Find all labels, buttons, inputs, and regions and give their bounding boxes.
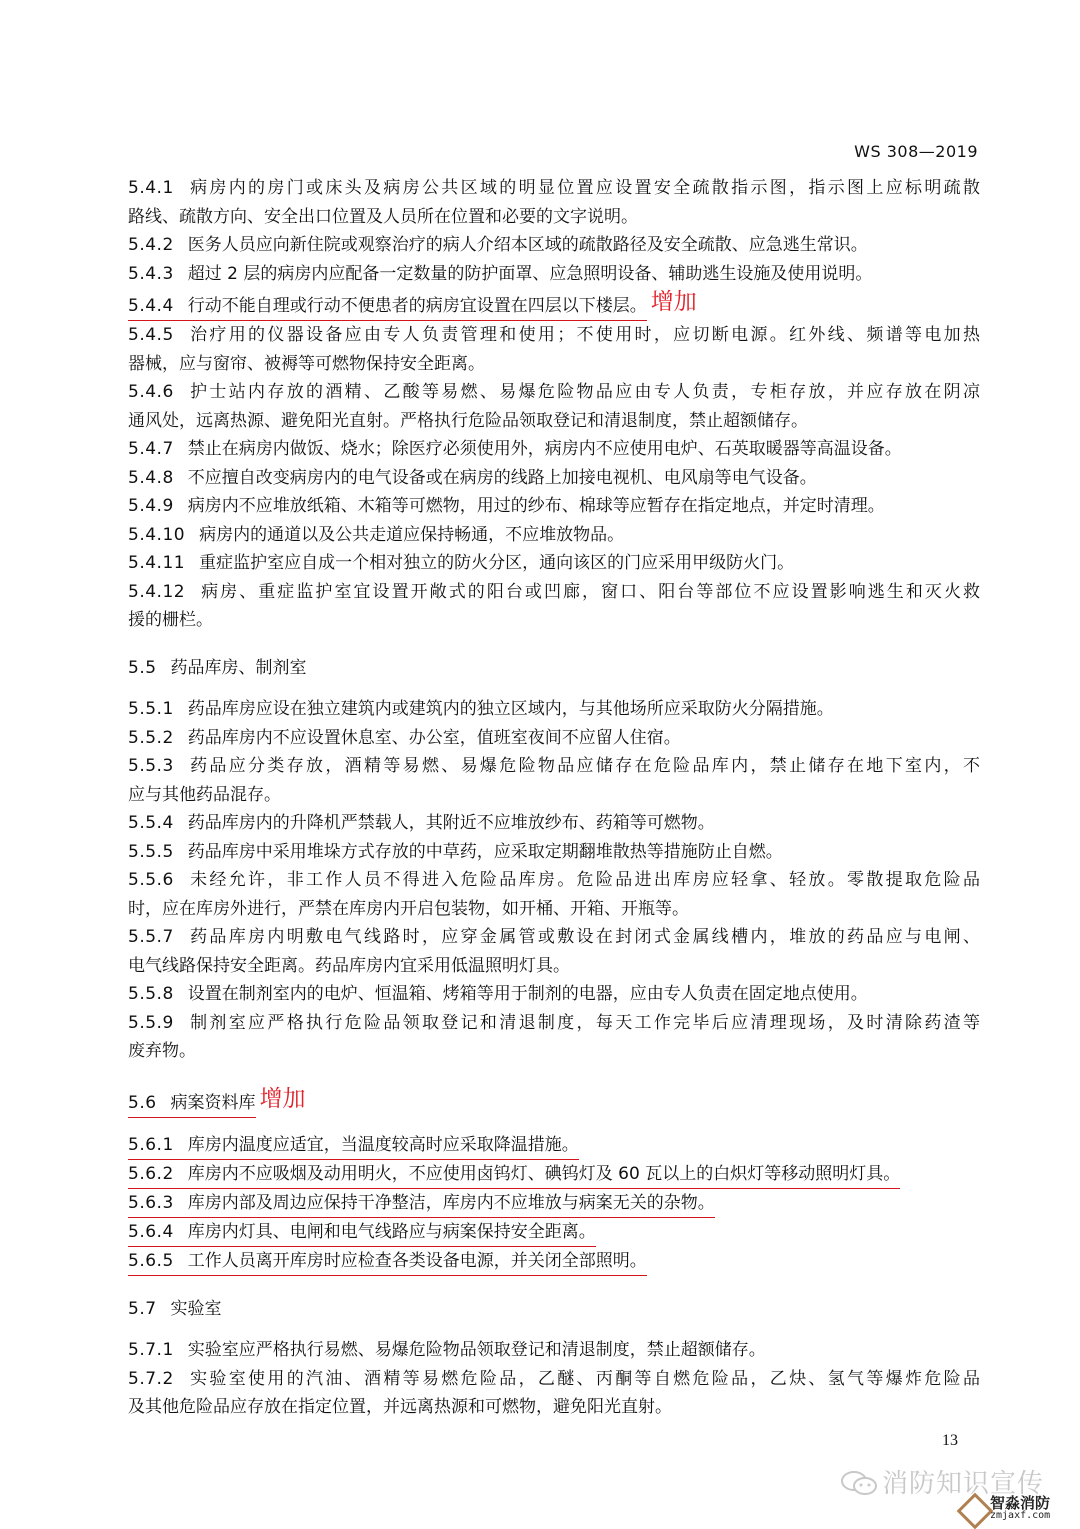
- clause: [128, 578, 980, 635]
- clause-line: [128, 1090, 256, 1118]
- clause-number: 5.5.8: [128, 984, 174, 1004]
- clause: [128, 695, 980, 724]
- clause-line: [128, 578, 980, 607]
- clause-line: [128, 1248, 647, 1276]
- section-heading: [128, 1295, 980, 1324]
- clause-number: 5.5.7: [128, 927, 174, 947]
- clause-text: 通风处，远离热源、避免阳光直射。严格执行危险品领取登记和清退制度，禁止超额储存。: [128, 410, 808, 431]
- clause-text: 病案资料库: [170, 1092, 256, 1113]
- clause-line: [128, 654, 980, 683]
- clause-line: [128, 321, 980, 350]
- clause-line: [128, 606, 980, 635]
- clause-number: 5.5.6: [128, 870, 174, 890]
- clause: [128, 521, 980, 550]
- clause-text: 病房、重症监护室宜设置开敞式的阳台或凹廊，窗口、阳台等部位不应设置影响逃生和灭火救: [199, 581, 980, 602]
- clause-number: 5.4.7: [128, 439, 174, 459]
- clause: [128, 866, 980, 923]
- clause-line: [128, 1365, 980, 1394]
- clause: [128, 809, 980, 838]
- clause-number: 5.4.11: [128, 553, 186, 573]
- clause-number: 5.4.9: [128, 496, 174, 516]
- clause-text: 药品库房、制剂室: [170, 657, 307, 678]
- clause-text: 路线、疏散方向、安全出口位置及人员所在位置和必要的文字说明。: [128, 206, 638, 227]
- clause-line: [128, 724, 980, 753]
- clause-text: 药品库房中采用堆垛方式存放的中草药，应采取定期翻堆散热等措施防止自燃。: [187, 841, 783, 862]
- clause-line: [128, 866, 980, 895]
- clause: [128, 549, 980, 578]
- clause-text: 医务人员应向新住院或观察治疗的病人介绍本区域的疏散路径及安全疏散、应急逃生常识。: [187, 235, 868, 255]
- page-number: 13: [942, 1432, 958, 1449]
- clause-line: [128, 980, 980, 1009]
- clause-line: [128, 174, 980, 203]
- watermark-text: 消防知识宣传: [882, 1469, 1045, 1499]
- clause-text: 治疗用的仪器设备应由专人负责管理和使用；不使用时，应切断电源。红外线、频谱等电加热: [187, 325, 980, 345]
- clause-text: 制剂室应严格执行危险品领取登记和清退制度，每天工作完毕后应清理现场，及时清除药渣等: [187, 1012, 980, 1033]
- standard-number: WS 308—2019: [854, 142, 978, 161]
- clause-line: [128, 1393, 980, 1422]
- clause-text: 及其他危险品应存放在指定位置，并远离热源和可燃物，避免阳光直射。: [128, 1397, 672, 1417]
- clause-number: 5.4.5: [128, 325, 174, 345]
- clause-number: 5.4.4: [128, 296, 174, 316]
- clause: [128, 752, 980, 809]
- clause-line: [128, 1161, 900, 1189]
- clause-number: 5.7: [128, 1298, 157, 1319]
- clause: [128, 231, 980, 260]
- clause-number: 5.4.3: [128, 263, 174, 284]
- clause-number: 5.6: [128, 1092, 157, 1113]
- clause-number: 5.5.9: [128, 1012, 174, 1033]
- clause-text: 库房内部及周边应保持干净整洁，库房内不应堆放与病案无关的杂物。: [187, 1192, 715, 1213]
- clause-text: 重症监护室应自成一个相对独立的防火分区，通向该区的门应采用甲级防火门。: [199, 553, 795, 573]
- clause-text: 护士站内存放的酒精、乙酸等易燃、易爆危险物品应由专人负责，专柜存放，并应存放在阴凉: [187, 382, 980, 402]
- clause-line: [128, 1295, 980, 1324]
- clause-text: 病房内的通道以及公共走道应保持畅通，不应堆放物品。: [199, 524, 625, 545]
- clause-line: [128, 378, 980, 407]
- clause-text: 实验室使用的汽油、酒精等易燃危险品，乙醚、丙酮等自燃危险品，乙炔、氢气等爆炸危险品: [187, 1368, 980, 1389]
- clause-number: 5.4.6: [128, 382, 174, 402]
- clause-line: [128, 809, 980, 838]
- clause-number: 5.6.5: [128, 1250, 174, 1271]
- clause: [128, 464, 980, 493]
- clause-text: 实验室: [170, 1298, 222, 1319]
- clause: [128, 288, 980, 321]
- clause: [128, 1247, 980, 1276]
- clause-line: [128, 923, 980, 952]
- clause-number: 5.5.3: [128, 756, 174, 776]
- clause-text: 实验室应严格执行易燃、易爆危险物品领取登记和清退制度，禁止超额储存。: [187, 1340, 766, 1360]
- clause-number: 5.5.1: [128, 699, 174, 719]
- clause-number: 5.6.2: [128, 1163, 174, 1184]
- clause-line: [128, 1009, 980, 1038]
- clause-text: 病房内的房门或床头及病房公共区域的明显位置应设置安全疏散指示图，指示图上应标明疏散: [187, 178, 980, 198]
- clause-line: [128, 1219, 596, 1247]
- clause-text: 器械，应与窗帘、被褥等可燃物保持安全距离。: [128, 353, 485, 374]
- clause-line: [128, 838, 980, 867]
- clause-text: 超过 2 层的病房内应配备一定数量的防护面罩、应急照明设备、辅助逃生设施及使用说明。: [187, 263, 873, 284]
- clause-number: 5.5.4: [128, 813, 174, 833]
- clause-text: 病房内不应堆放纸箱、木箱等可燃物，用过的纱布、棉球等应暂存在指定地点，并定时清理。: [187, 496, 885, 516]
- clause-line: [128, 260, 980, 289]
- clause-line: [128, 231, 980, 260]
- clause: [128, 1160, 980, 1189]
- clause-line: [128, 350, 980, 379]
- clause-number: 5.4.10: [128, 524, 186, 545]
- clause-text: 药品库房内明敷电气线路时，应穿金属管或敷设在封闭式金属线槽内，堆放的药品应与电闸、: [187, 927, 980, 947]
- clause: [128, 724, 980, 753]
- clause-text: 药品库房应设在独立建筑内或建筑内的独立区域内，与其他场所应采取防火分隔措施。: [187, 699, 834, 719]
- clause-line: [128, 1132, 579, 1160]
- added-annotation: 增加: [259, 1085, 306, 1112]
- clause-number: 5.7.2: [128, 1368, 174, 1389]
- clause-text: 时，应在库房外进行，严禁在库房内开启包装物，如开桶、开箱、开瓶等。: [128, 898, 689, 919]
- clause-line: [128, 492, 980, 521]
- clause-text: 工作人员离开库房时应检查各类设备电源，并关闭全部照明。: [187, 1250, 647, 1271]
- clause: [128, 492, 980, 521]
- clause: [128, 980, 980, 1009]
- clause: [128, 1336, 980, 1365]
- clause-text: 废弃物。: [128, 1041, 196, 1061]
- clause: [128, 1189, 980, 1218]
- clause-text: 库房内不应吸烟及动用明火，不应使用卤钨灯、碘钨灯及 60 瓦以上的白炽灯等移动照明灯具。: [187, 1163, 901, 1184]
- clause-text: 库房内灯具、电闸和电气线路应与病案保持安全距离。: [187, 1221, 596, 1242]
- clause-line: [128, 464, 980, 493]
- clause-line: [128, 1190, 715, 1218]
- clause-text: 库房内温度应适宜，当温度较高时应采取降温措施。: [187, 1134, 579, 1155]
- clause-number: 5.4.12: [128, 581, 186, 602]
- clause-text: 不应擅自改变病房内的电气设备或在病房的线路上加接电视机、电风扇等电气设备。: [187, 467, 817, 488]
- clause-number: 5.6.3: [128, 1192, 174, 1213]
- clause-number: 5.4.2: [128, 235, 174, 255]
- clause-text: 行动不能自理或行动不便患者的病房宜设置在四层以下楼层。: [187, 296, 647, 316]
- clause-text: 援的栅栏。: [128, 610, 213, 630]
- clause-number: 5.6.4: [128, 1221, 174, 1242]
- clause: [128, 174, 980, 231]
- clause: [128, 260, 980, 289]
- clause: [128, 1131, 980, 1160]
- clause: [128, 378, 980, 435]
- clause: [128, 321, 980, 378]
- clause-text: 禁止在病房内做饭、烧水；除医疗必须使用外，病房内不应使用电炉、石英取暖器等高温设备。: [187, 439, 902, 459]
- clause-number: 5.4.8: [128, 467, 174, 488]
- clause-number: 5.4.1: [128, 178, 174, 198]
- clause-line: [128, 435, 980, 464]
- clause-line: [128, 549, 980, 578]
- clause-text: 未经允许，非工作人员不得进入危险品库房。危险品进出库房应轻拿、轻放。零散提取危险品: [187, 870, 980, 890]
- clause-text: 应与其他药品混存。: [128, 784, 281, 805]
- clause-line: [128, 203, 980, 232]
- clause-line: [128, 752, 980, 781]
- clause-line: [128, 1037, 980, 1066]
- clause-line: [128, 1336, 980, 1365]
- clause-line: [128, 781, 980, 810]
- clause-line: [128, 293, 647, 321]
- clause-text: 电气线路保持安全距离。药品库房内宜采用低温照明灯具。: [128, 955, 570, 976]
- clause: [128, 838, 980, 867]
- clause-text: 药品库房内不应设置休息室、办公室，值班室夜间不应留人住宿。: [187, 727, 681, 748]
- wechat-icon: [840, 1470, 878, 1496]
- clause-line: [128, 695, 980, 724]
- clause-line: [128, 895, 980, 924]
- document-body: [128, 174, 980, 1422]
- clause: [128, 923, 980, 980]
- clause: [128, 435, 980, 464]
- logo-name: 智淼消防: [990, 1494, 1051, 1512]
- clause-line: [128, 521, 980, 550]
- clause: [128, 1218, 980, 1247]
- section-heading: [128, 1085, 980, 1118]
- clause: [128, 1365, 980, 1422]
- clause-line: [128, 952, 980, 981]
- clause-number: 5.5.5: [128, 841, 174, 862]
- clause-text: 药品库房内的升降机严禁载人，其附近不应堆放纱布、药箱等可燃物。: [187, 813, 715, 833]
- clause-number: 5.5: [128, 657, 157, 678]
- clause-number: 5.5.2: [128, 727, 174, 748]
- added-annotation: 增加: [650, 289, 697, 315]
- section-heading: [128, 654, 980, 683]
- logo-url: zmjaxf.com: [990, 1510, 1051, 1521]
- clause: [128, 1009, 980, 1066]
- clause-line: [128, 407, 980, 436]
- clause-number: 5.7.1: [128, 1340, 174, 1360]
- clause-text: 药品应分类存放，酒精等易燃、易爆危险物品应储存在危险品库内，禁止储存在地下室内，不: [187, 756, 980, 776]
- clause-text: 设置在制剂室内的电炉、恒温箱、烤箱等用于制剂的电器，应由专人负责在固定地点使用。: [187, 984, 868, 1004]
- clause-number: 5.6.1: [128, 1134, 174, 1155]
